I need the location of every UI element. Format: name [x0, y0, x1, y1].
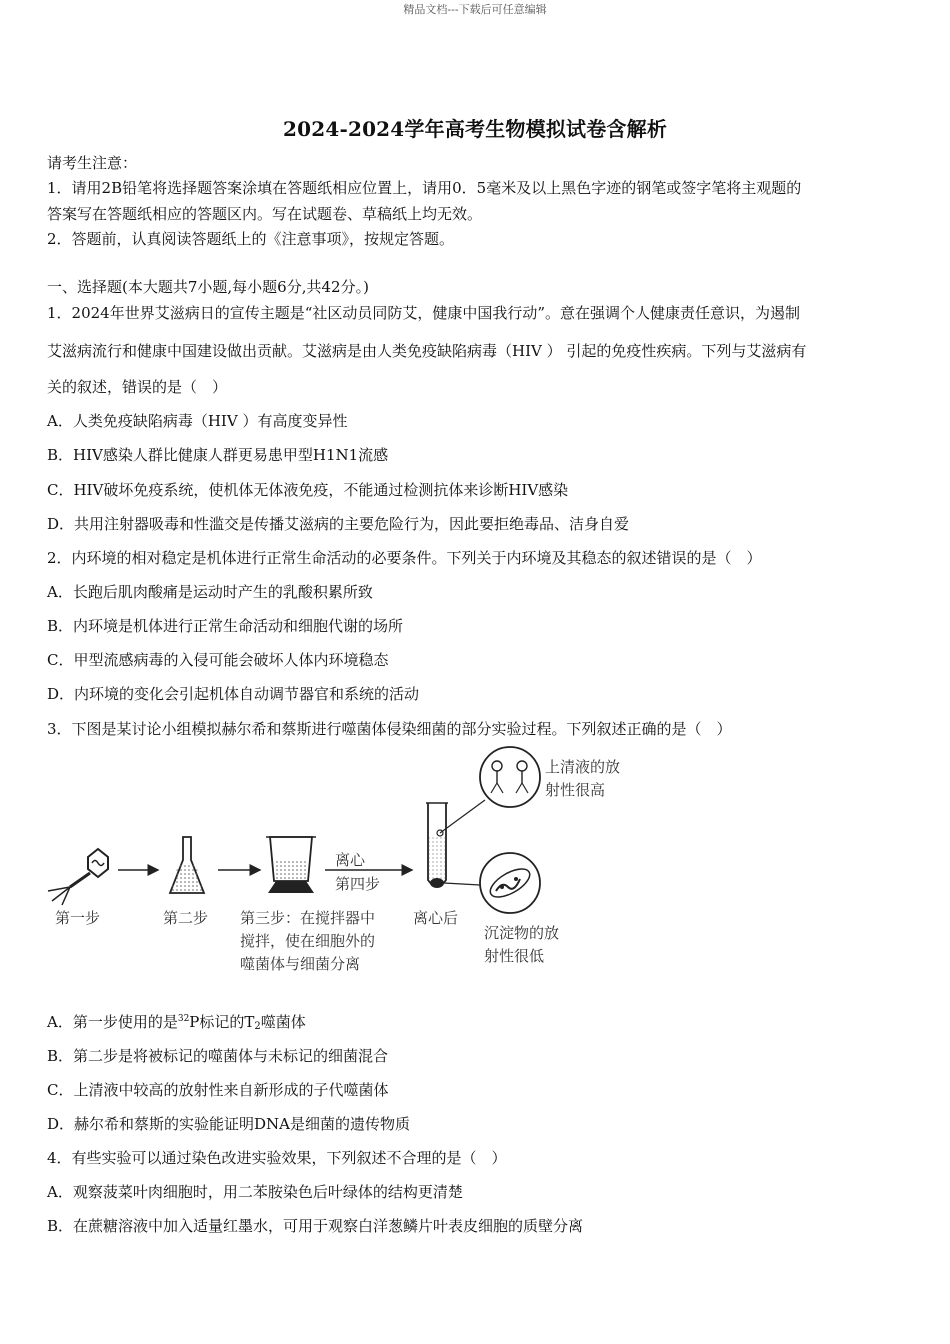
q4-option-b: B．在蔗糖溶液中加入适量红墨水，可用于观察白洋葱鳞片叶表皮细胞的质壁分离 [47, 1217, 584, 1235]
q1-option-a: A．人类免疫缺陷病毒（HIV ）有高度变异性 [47, 412, 348, 430]
notice-line-2: 2．答题前，认真阅读答题纸上的《注意事项》，按规定答题。 [47, 230, 455, 248]
figure-label-sediment-line2: 射性很低 [484, 947, 545, 965]
figure-label-after-centrifuge: 离心后 [413, 909, 459, 927]
q4-option-a: A．观察菠菜叶肉细胞时，用二苯胺染色后叶绿体的结构更清楚 [47, 1183, 463, 1201]
q4-stem: 4．有些实验可以通过染色改进实验效果，下列叙述不合理的是（ ） [47, 1149, 507, 1167]
figure-label-step2: 第二步 [163, 909, 209, 927]
flask-icon [170, 837, 204, 893]
sediment-pointer [444, 883, 480, 885]
blender-icon [266, 837, 316, 893]
figure-label-step3-line2: 搅拌，使在细胞外的 [240, 932, 376, 950]
figure-label-step1: 第一步 [55, 909, 101, 927]
notice-line-1b: 答案写在答题纸相应的答题区内。写在试题卷、草稿纸上均无效。 [47, 205, 483, 223]
q3-option-b: B．第二步是将被标记的噬菌体与未标记的细菌混合 [47, 1047, 389, 1065]
figure-label-step3-line3: 噬菌体与细菌分离 [240, 955, 361, 973]
supernatant-zoom-circle [480, 747, 540, 807]
q3-option-a: A．第一步使用的是$^{32}$P标记的$T_2$噬菌体 [47, 1013, 306, 1032]
figure-label-centrifuge: 离心 [335, 851, 366, 869]
q1-option-d: D．共用注射器吸毒和性滥交是传播艾滋病的主要危险行为，因此要拒绝毒品、洁身自爱 [47, 515, 630, 533]
q3-option-c: C．上清液中较高的放射性来自新形成的子代噬菌体 [47, 1081, 389, 1099]
page-header: 精品文档---下载后可任意编辑 [403, 3, 547, 16]
figure-label-step3-line1: 第三步：在搅拌器中 [240, 909, 376, 927]
notice-heading: 请考生注意： [47, 154, 138, 172]
q3-option-d: D．赫尔希和蔡斯的实验能证明DNA是细菌的遗传物质 [47, 1115, 411, 1133]
q2-option-b: B．内环境是机体进行正常生命活动和细胞代谢的场所 [47, 617, 404, 635]
q2-option-a: A．长跑后肌肉酸痛是运动时产生的乳酸积累所致 [47, 583, 373, 601]
q1-stem-line-1: 1．2024年世界艾滋病日的宣传主题是“社区动员同防艾，健康中国我行动”。意在强调个人健康责任意识，为遏制 [47, 304, 801, 322]
q1-option-b: B．HIV感染人群比健康人群更易患甲型H1N1流感 [47, 446, 389, 464]
phage-icon [48, 849, 108, 905]
sediment-zoom-circle [480, 853, 540, 913]
q1-stem-line-2: 艾滋病流行和健康中国建设做出贡献。艾滋病是由人类免疫缺陷病毒（HIV ） 引起的免疫性疾病。下列与艾滋病有 [47, 342, 807, 360]
test-tube-icon [426, 803, 448, 888]
q1-option-c: C．HIV破坏免疫系统，使机体无体液免疫，不能通过检测抗体来诊断HIV感染 [47, 481, 569, 499]
page-title: 2024-2024学年高考生物模拟试卷含解析 [282, 117, 668, 141]
figure-label-step4: 第四步 [335, 875, 381, 893]
q1-stem-line-3: 关的叙述，错误的是（ ） [47, 378, 228, 396]
q2-option-d: D．内环境的变化会引起机体自动调节器官和系统的活动 [47, 685, 420, 703]
notice-line-1a: 1．请用2B铅笔将选择题答案涂填在答题纸相应位置上，请用0．5毫米及以上黑色字迹的钢笔或签字笔将主观题的 [47, 179, 802, 197]
q3-stem: 3．下图是某讨论小组模拟赫尔希和蔡斯进行噬菌体侵染细菌的部分实验过程。下列叙述正确的是（ ） [47, 720, 732, 738]
section-heading: 一、选择题(本大题共7小题,每小题6分,共42分。) [47, 278, 369, 296]
q2-option-c: C．甲型流感病毒的入侵可能会破坏人体内环境稳态 [47, 651, 389, 669]
q2-stem: 2．内环境的相对稳定是机体进行正常生命活动的必要条件。下列关于内环境及其稳态的叙述错误的是（ ） [47, 549, 762, 567]
figure-label-sediment-line1: 沉淀物的放 [484, 924, 560, 942]
figure-label-supernatant-line1: 上清液的放 [545, 758, 621, 776]
figure-label-supernatant-line2: 射性很高 [545, 781, 606, 799]
